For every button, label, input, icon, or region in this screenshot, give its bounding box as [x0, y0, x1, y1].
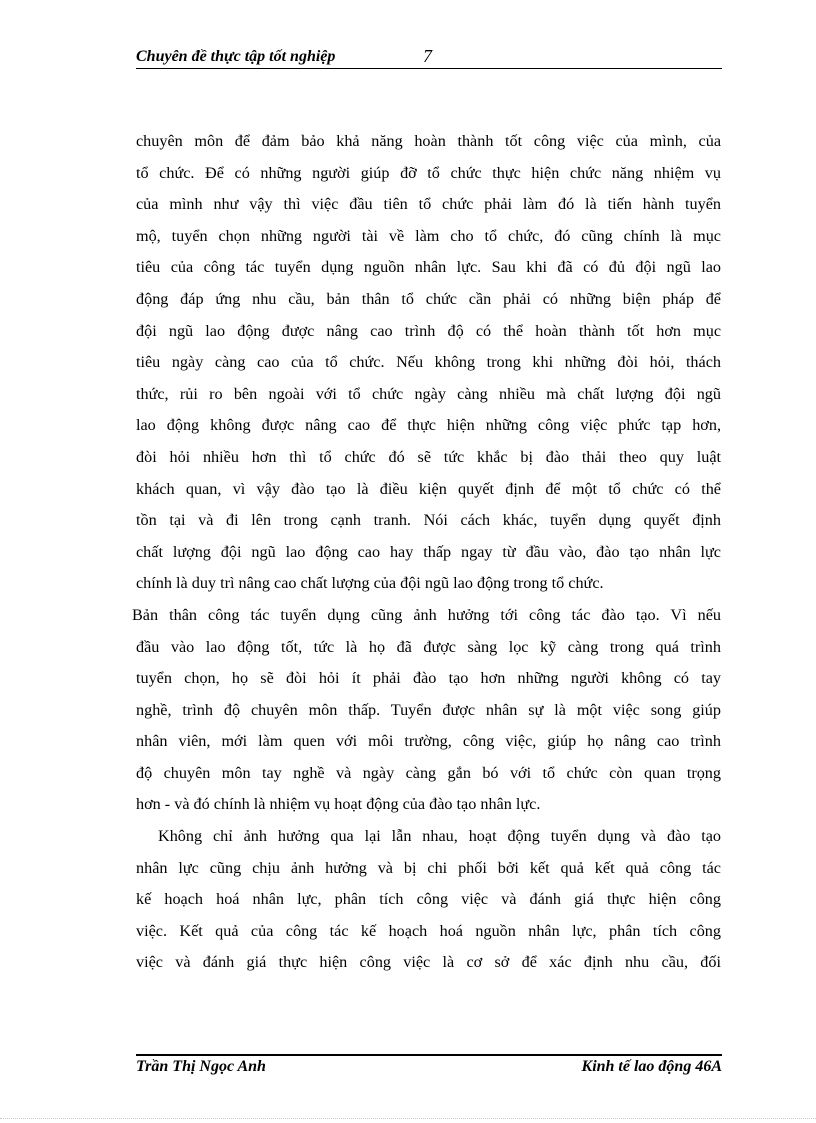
- body-line: tiêu ngày càng cao của tổ chức. Nếu không trong khi những đòi hỏi, thách: [136, 353, 721, 372]
- body-line: việc. Kết quả của công tác kế hoạch hoá nguồn nhân lực, phân tích công: [136, 921, 721, 940]
- page-boundary: [0, 1118, 816, 1119]
- body-line: nhân lực cũng chịu ảnh hưởng và bị chi phối bởi kết quả kết quả công tác: [136, 858, 721, 877]
- body-line: tuyển chọn, họ sẽ đòi hỏi ít phải đào tạo hơn những người không có tay: [136, 669, 721, 688]
- page-footer: [136, 1058, 722, 1082]
- body-text: [132, 126, 721, 979]
- body-line: thức, rủi ro bên ngoài với tổ chức ngày càng nhiều mà chất lượng đội ngũ: [136, 384, 721, 403]
- body-line: độ chuyên môn tay nghề và ngày càng gắn bó với tổ chức còn quan trọng: [136, 763, 721, 782]
- body-line: Bản thân công tác tuyển dụng cũng ảnh hưởng tới công tác đào tạo. Vì nếu: [132, 605, 721, 624]
- body-line: mộ, tuyển chọn những người tài về làm cho tổ chức, đó cũng chính là mục: [136, 226, 721, 245]
- body-line: của mình như vậy thì việc đầu tiên tổ chức phải làm đó là tiến hành tuyển: [136, 195, 721, 214]
- body-line: lao động không được nâng cao để thực hiện những công việc phức tạp hơn,: [136, 416, 721, 435]
- page-number: 7: [423, 46, 432, 66]
- body-line: tổ chức. Để có những người giúp đỡ tổ chức thực hiện chức năng nhiệm vụ: [136, 163, 721, 182]
- body-line: tiêu của công tác tuyển dụng nguồn nhân lực. Sau khi đã có đủ đội ngũ lao: [136, 258, 721, 277]
- footer-author: Trần Thị Ngọc Anh: [136, 1058, 266, 1075]
- body-line: hơn - và đó chính là nhiệm vụ hoạt động của đào tạo nhân lực.: [136, 795, 541, 814]
- footer-class: Kinh tế lao động 46A: [581, 1058, 722, 1075]
- body-line: chính là duy trì nâng cao chất lượng của đội ngũ lao động trong tổ chức.: [136, 574, 604, 593]
- body-line: kế hoạch hoá nhân lực, phân tích công việc và đánh giá thực hiện công: [136, 890, 721, 909]
- body-line: nhân viên, mới làm quen với môi trường, công việc, giúp họ nâng cao trình: [136, 732, 721, 751]
- body-line: chuyên môn để đảm bảo khả năng hoàn thành tốt công việc của mình, của: [136, 132, 721, 150]
- header-divider: [136, 68, 722, 69]
- body-line: đòi hỏi nhiều hơn thì tổ chức đó sẽ tức khắc bị đào thải theo quy luật: [136, 447, 721, 466]
- body-line: Không chỉ ảnh hưởng qua lại lẫn nhau, hoạt động tuyển dụng và đào tạo: [158, 827, 721, 846]
- body-line: tồn tại và đi lên trong cạnh tranh. Nói cách khác, tuyển dụng quyết định: [136, 511, 721, 530]
- body-line: động đáp ứng nhu cầu, bản thân tổ chức cần phải có những biện pháp để: [136, 289, 721, 308]
- body-line: đầu vào lao động tốt, tức là họ đã được sàng lọc kỹ càng trong quá trình: [136, 637, 721, 656]
- body-line: khách quan, vì vậy đào tạo là điều kiện quyết định để một tổ chức có thể: [136, 479, 721, 498]
- body-line: việc và đánh giá thực hiện công việc là cơ sở để xác định nhu cầu, đối: [136, 953, 721, 972]
- body-line: chất lượng đội ngũ lao động cao hay thấp ngay từ đầu vào, đào tạo nhân lực: [136, 542, 721, 561]
- footer-divider: [136, 1054, 722, 1056]
- body-line: nghề, trình độ chuyên môn thấp. Tuyển được nhân sự là một việc song giúp: [136, 700, 721, 719]
- header-title: Chuyên đề thực tập tốt nghiệp: [136, 48, 336, 65]
- page-header: [136, 46, 722, 68]
- body-line: đội ngũ lao động được nâng cao trình độ có thể hoàn thành tốt hơn mục: [136, 321, 721, 340]
